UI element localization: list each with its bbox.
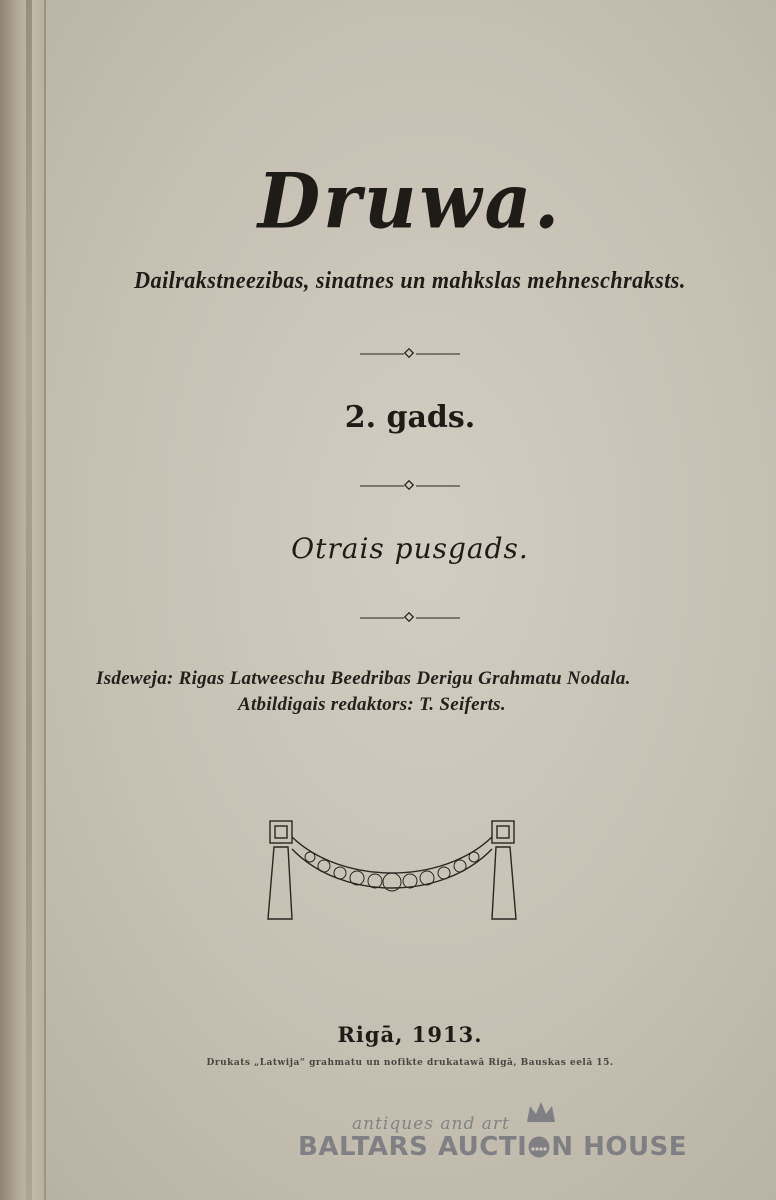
journal-title: Druwa. — [257, 155, 563, 246]
publisher-line: Isdeweja: Rigas Latweeschu Beedribas Derigu Grahmatu Nodala. — [96, 668, 631, 689]
crown-icon — [524, 1100, 558, 1126]
book-spine — [0, 0, 46, 1200]
watermark-tagline: antiques and art — [352, 1114, 510, 1134]
watermark-name-part2: N HOUSE — [551, 1132, 688, 1162]
printer-imprint: Drukats „Latwija“ grahmatu un nofikte drukatawā Rigā, Bauskas eelā 15. — [206, 1058, 614, 1068]
volume-year: 2. gads. — [344, 400, 476, 435]
watermark-o-icon — [527, 1132, 551, 1162]
garland-ornament — [262, 815, 524, 927]
place-and-year: Rigā, 1913. — [337, 1022, 483, 1047]
editor-line: Atbildigais redaktors: T. Seiferts. — [238, 694, 506, 715]
watermark-name — [298, 1132, 687, 1162]
half-year: Otrais pusgads. — [291, 532, 529, 565]
spine-wear — [26, 0, 32, 1200]
watermark-name-part1: BALTARS AUCTI — [298, 1132, 528, 1162]
publisher-block — [96, 666, 736, 718]
divider-ornament — [44, 612, 776, 624]
journal-subtitle: Dailrakstneezibas, sinatnes un mahkslas mehneschraksts. — [134, 268, 686, 294]
divider-ornament — [44, 480, 776, 492]
divider-ornament — [44, 348, 776, 360]
